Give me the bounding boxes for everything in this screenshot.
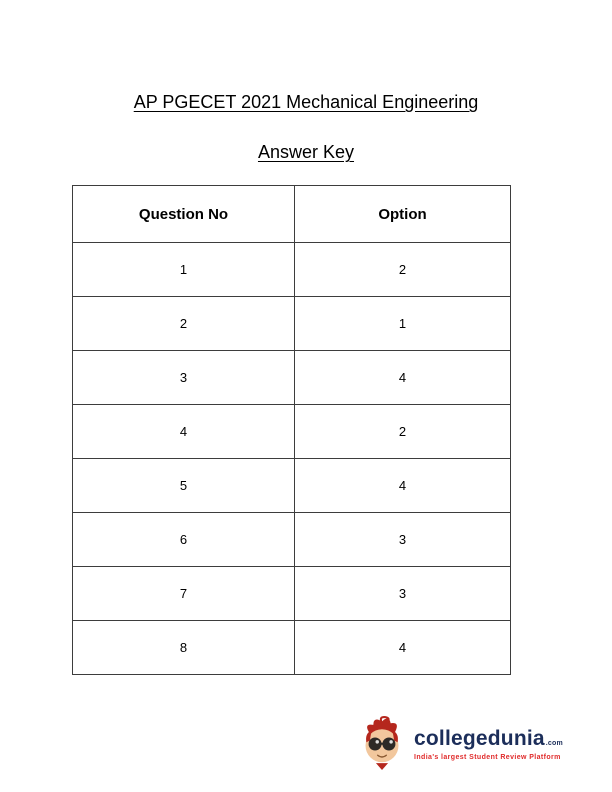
table-row	[73, 513, 511, 567]
table-row	[73, 459, 511, 513]
question-cell: 1	[73, 243, 295, 297]
question-cell: 4	[73, 405, 295, 459]
logo-text-block	[414, 727, 563, 760]
brand-name	[414, 727, 563, 750]
table-row	[73, 243, 511, 297]
option-cell: 4	[295, 351, 511, 405]
brand-tagline: India's largest Student Review Platform	[414, 753, 561, 761]
question-cell: 2	[73, 297, 295, 351]
option-cell: 3	[295, 513, 511, 567]
question-cell: 7	[73, 567, 295, 621]
option-cell: 2	[295, 405, 511, 459]
table-header-row	[73, 186, 511, 243]
table-row	[73, 621, 511, 675]
col-header-option: Option	[295, 186, 511, 243]
table-row	[73, 405, 511, 459]
brand-suffix: .com	[545, 740, 563, 748]
question-cell: 3	[73, 351, 295, 405]
option-cell: 3	[295, 567, 511, 621]
table-row	[73, 297, 511, 351]
option-cell: 2	[295, 243, 511, 297]
question-cell: 8	[73, 621, 295, 675]
option-cell: 4	[295, 621, 511, 675]
question-cell: 6	[73, 513, 295, 567]
table-row	[73, 351, 511, 405]
page-title: AP PGECET 2021 Mechanical Engineering	[133, 92, 479, 112]
col-header-question-no: Question No	[73, 186, 295, 243]
brand-name-text: collegedunia	[414, 727, 545, 751]
collegedunia-logo	[356, 714, 563, 774]
table-row	[73, 567, 511, 621]
question-cell: 5	[73, 459, 295, 513]
option-cell: 4	[295, 459, 511, 513]
answer-key-table	[72, 185, 511, 675]
page-subtitle: Answer Key	[257, 142, 355, 162]
mascot-icon	[356, 714, 408, 774]
option-cell: 1	[295, 297, 511, 351]
